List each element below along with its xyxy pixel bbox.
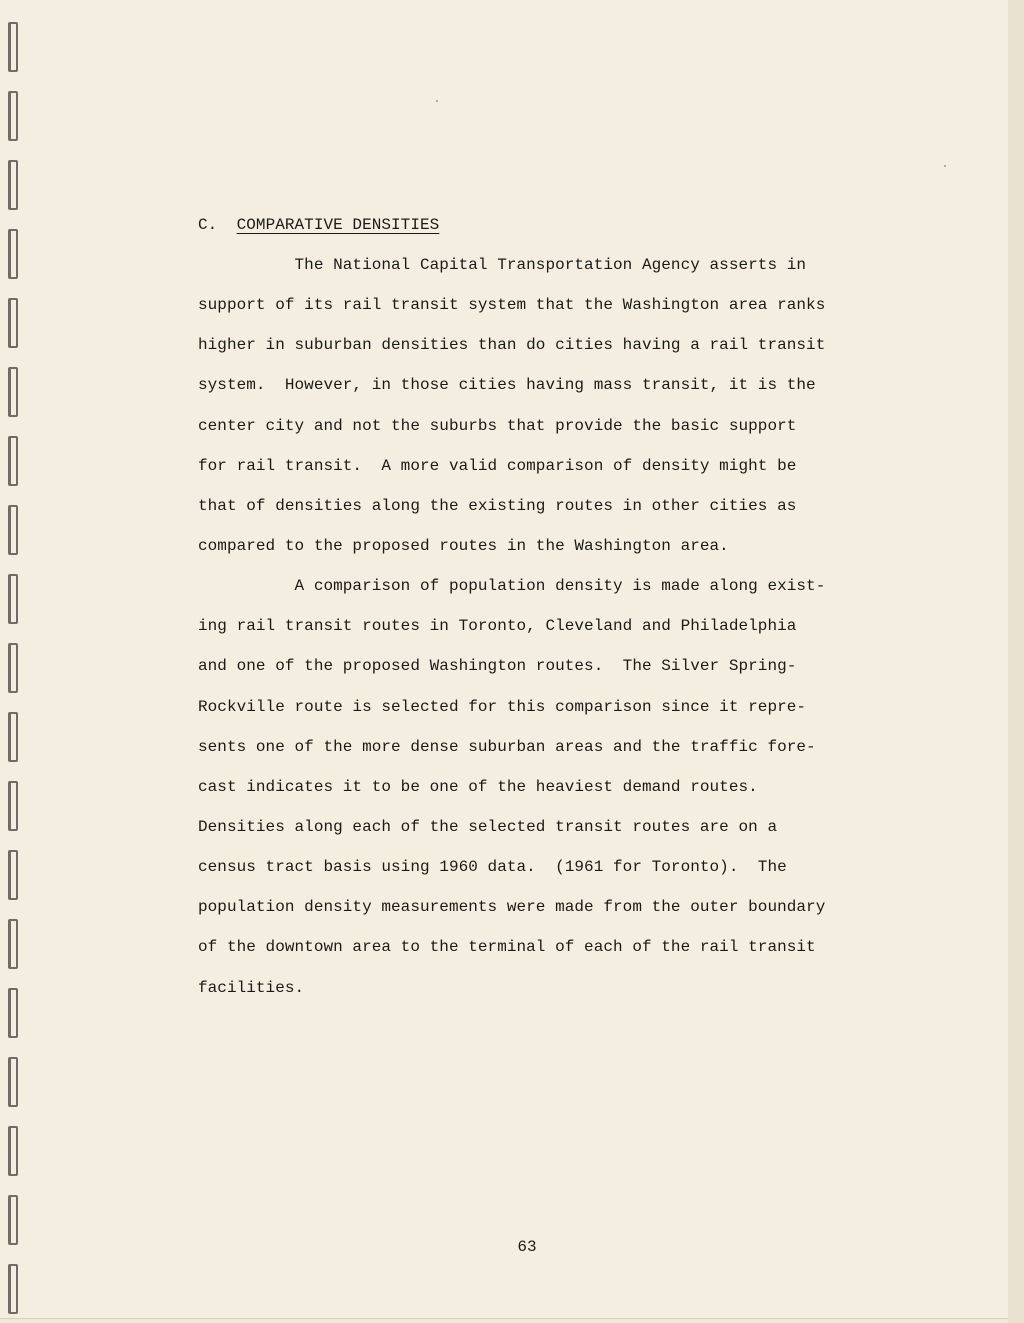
binding-ring [8, 229, 18, 279]
paragraph-line: A comparison of population density is made along exist- [198, 577, 826, 596]
binding-ring [8, 850, 18, 900]
paragraph-line: Densities along each of the selected transit routes are on a [198, 817, 778, 836]
page-edge [1008, 0, 1024, 1323]
binding-ring [8, 712, 18, 762]
binding-ring [8, 643, 18, 693]
binding-ring [8, 1264, 18, 1314]
binding-ring [8, 160, 18, 210]
paragraph-line: support of its rail transit system that the Washington area ranks [198, 296, 826, 315]
paper-speck [944, 165, 946, 167]
paragraph-line: facilities. [198, 978, 305, 997]
binding-ring [8, 919, 18, 969]
paragraph-line: cast indicates it to be one of the heaviest demand routes. [198, 777, 758, 796]
paragraph-line: and one of the proposed Washington routes. The Silver Spring- [198, 657, 797, 676]
spiral-binding [8, 22, 26, 1312]
paragraph-line: population density measurements were made from the outer boundary [198, 898, 826, 917]
paragraph-line: of the downtown area to the terminal of each of the rail transit [198, 938, 816, 957]
binding-ring [8, 1057, 18, 1107]
binding-ring [8, 298, 18, 348]
binding-ring [8, 436, 18, 486]
binding-ring [8, 781, 18, 831]
document-body [198, 213, 858, 1016]
binding-ring [8, 1195, 18, 1245]
paragraph-1 [198, 253, 858, 574]
paragraph-line: census tract basis using 1960 data. (1961 for Toronto). The [198, 858, 787, 877]
paragraph-line: that of densities along the existing routes in other cities as [198, 496, 797, 515]
binding-ring [8, 574, 18, 624]
paragraph-2 [198, 574, 858, 1016]
section-heading-prefix: C. [198, 216, 237, 234]
section-heading [198, 213, 858, 253]
paragraph-line: system. However, in those cities having mass transit, it is the [198, 376, 816, 395]
paragraph-line: ing rail transit routes in Toronto, Cleveland and Philadelphia [198, 617, 797, 636]
paper-speck [436, 100, 438, 102]
binding-ring [8, 505, 18, 555]
paragraph-line: sents one of the more dense suburban areas and the traffic fore- [198, 737, 816, 756]
paragraph-line: for rail transit. A more valid comparison of density might be [198, 456, 797, 475]
paragraph-line: The National Capital Transportation Agency asserts in [198, 256, 807, 274]
paragraph-line: center city and not the suburbs that provide the basic support [198, 416, 797, 435]
binding-ring [8, 91, 18, 141]
section-heading-title: COMPARATIVE DENSITIES [236, 216, 440, 234]
paragraph-line: Rockville route is selected for this comparison since it repre- [198, 697, 807, 716]
paragraph-line: higher in suburban densities than do cities having a rail transit [198, 336, 826, 355]
binding-ring [8, 367, 18, 417]
binding-ring [8, 988, 18, 1038]
page-number: 63 [517, 1238, 537, 1256]
binding-ring [8, 1126, 18, 1176]
paragraph-line: compared to the proposed routes in the Washington area. [198, 536, 729, 555]
binding-ring [8, 22, 18, 72]
